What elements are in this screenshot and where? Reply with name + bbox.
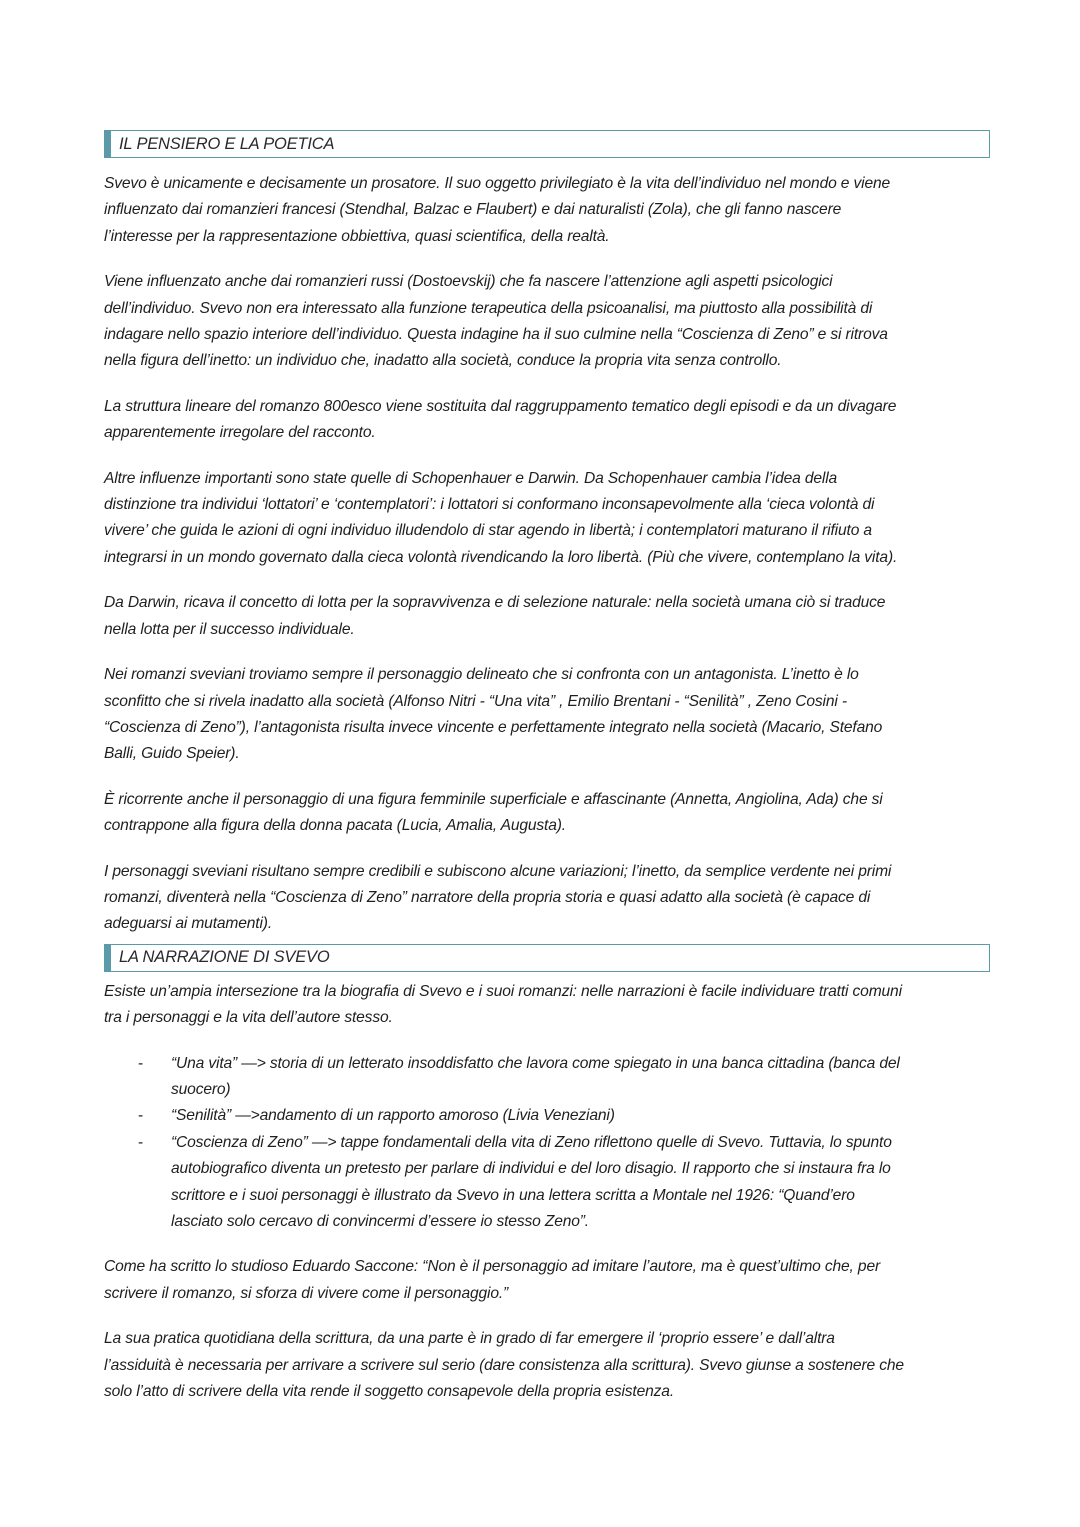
list-dash: - [138, 1133, 144, 1151]
paragraph: Svevo è unicamente e decisamente un prosatore. Il suo oggetto privilegiato è la vita dell’individuo nel mondo e viene influenzato dai romanzieri francesi (Stendhal, Balzac e Flaubert) e dai naturalisti (Zola), che gli fanno nascere l’interesse per la rappresentazione obbiettiva, quasi scientifica, della realtà. [104, 175, 891, 245]
list-item [104, 1051, 990, 1104]
paragraph: La struttura lineare del romanzo 800esco viene sostituita dal raggruppamento tematico degli episodi e da un divagare apparentemente irregolare del racconto. [104, 397, 897, 442]
list-item [104, 1130, 990, 1236]
list-item-text: “Una vita” —> storia di un letterato insoddisfatto che lavora come spiegato in una banca cittadina (banca del suocero) [171, 1054, 900, 1098]
paragraph: Come ha scritto lo studioso Eduardo Saccone: “Non è il personaggio ad imitare l’autore, ma è quest’ultimo che, per scrivere il romanzo, si sforza di vivere come il personaggio.” [104, 1258, 881, 1302]
paragraph: È ricorrente anche il personaggio di una figura femminile superficiale e affascinante (Annetta, Angiolina, Ada) che si contrappone alla figura della donna pacata (Lucia, Amalia, Augusta). [104, 790, 883, 835]
paragraph: La sua pratica quotidiana della scrittura, da una parte è in grado di far emergere il ‘proprio essere’ e dall’altra l’assiduità è necessaria per arrivare a scrivere sul serio (dare consistenza alla scrittura). Svevo giunse a sostenere che solo l’atto di scrivere della vita rende il soggetto consapevole della propria esistenza. [104, 1330, 904, 1401]
paragraph: Da Darwin, ricava il concetto di lotta per la sopravvivenza e di selezione naturale: nella società umana ciò si traduce nella lotta per il successo individuale. [104, 594, 886, 638]
list-dash: - [138, 1054, 144, 1072]
paragraph-intro: Esiste un’ampia intersezione tra la biografia di Svevo e i suoi romanzi: nelle narrazioni è facile individuare tratti comuni tra i personaggi e la vita dell’autore stesso. [104, 982, 902, 1027]
list-item [104, 1103, 990, 1129]
list-dash: - [138, 1107, 144, 1125]
paragraph: Altre influenze importanti sono state quelle di Schopenhauer e Darwin. Da Schopenhauer cambia l’idea della distinzione tra individui ‘lottatori’ e ‘contemplatori’: i lottatori si conformano inconsapevolmente alla ‘cieca volontà di vivere’ che guida le azioni di ogni individuo illudendolo di star agendo in libertà; i contemplatori maturano il rifiuto a integrarsi in un mondo governato dalla cieca volontà rivendicando la loro libertà. (Più che vivere, contemplano la vita). [104, 469, 898, 566]
section-header-narrazione: LA NARRAZIONE DI SVEVO [104, 944, 990, 972]
section-header-pensiero: IL PENSIERO E LA POETICA [104, 130, 990, 158]
paragraph: I personaggi sveviani risultano sempre credibili e subiscono alcune variazioni; l’inetto, da semplice verdente nei primi romanzi, diventerà nella “Coscienza di Zeno” narratore della propria storia e quasi adatto alla società (è capace di adeguarsi ai mutamenti). [104, 862, 892, 933]
list-item-text: “Senilità” —>andamento di un rapporto amoroso (Livia Veneziani) [171, 1107, 615, 1125]
paragraph: Nei romanzi sveviani troviamo sempre il personaggio delineato che si confronta con un antagonista. L’inetto è lo sconfitto che si rivela inadatto alla società (Alfonso Nitri - “Una vita” , Emilio Brentani - “Senilità” , Zeno Cosini - “Coscienza di Zeno”), l’antagonista risulta invece vincente e perfettamente integrato nella società (Macario, Stefano Balli, Guido Speier). [104, 666, 883, 763]
document-page [104, 130, 990, 1405]
list-item-text: “Coscienza di Zeno” —> tappe fondamentali della vita di Zeno riflettono quelle di Svevo. Tuttavia, lo spunto autobiografico diventa un pretesto per parlare di individui e del loro disagio. Il rapporto che si instaura fra lo scrittore e i suoi personaggi è illustrato da Svevo in una lettera scritta a Montale nel 1926: “Quand’ero lasciato solo cercavo di convincermi d’essere io stesso Zeno”. [171, 1133, 892, 1230]
paragraph: Viene influenzato anche dai romanzieri russi (Dostoevskij) che fa nascere l’attenzione agli aspetti psicologici dell’individuo. Svevo non era interessato alla funzione terapeutica della psicoanalisi, ma piuttosto alla possibilità di indagare nello spazio interiore dell’individuo. Questa indagine ha il suo culmine nella “Coscienza di Zeno” e si ritrova nella figura dell’inetto: un individuo che, inadatto alla società, conduce la propria vita senza controllo. [104, 273, 888, 370]
works-list [104, 1051, 990, 1236]
